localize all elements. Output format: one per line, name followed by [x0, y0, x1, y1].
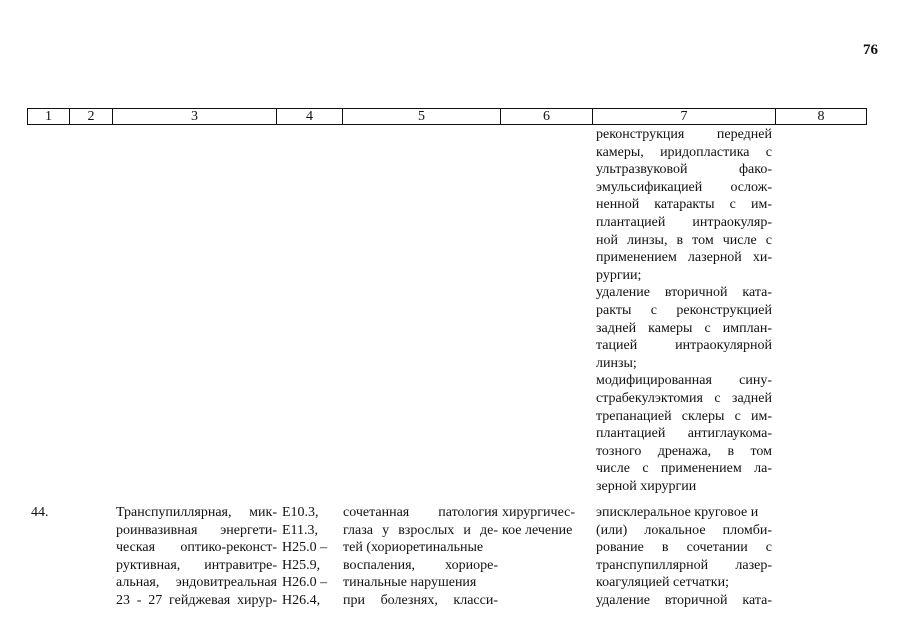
text-line: H25.0 – [282, 540, 328, 556]
text-line: тозного дренажа, в том [596, 443, 772, 459]
text-line: числе с применением ла- [596, 461, 772, 477]
text-line: 23 - 27 гейджевая хирур- [116, 592, 277, 608]
text-line: сочетанная патология [343, 505, 498, 520]
row44-col7 [596, 504, 772, 610]
text-line: линзы; [596, 355, 637, 371]
text-line: плантацией антиглаукома- [596, 426, 772, 442]
row44-col6 [502, 504, 575, 539]
table-header-row [27, 108, 867, 125]
text-line: ракты с реконструкцией [596, 302, 772, 318]
header-cell-8: 8 [817, 109, 825, 124]
row-number [31, 504, 49, 522]
text-line: зерной хирургии [596, 478, 697, 494]
text-line: транспупиллярной лазер- [596, 557, 772, 573]
page-number: 76 [863, 42, 878, 58]
text-line: реконструкция передней [596, 127, 772, 142]
text-line: ческая оптико-реконст- [116, 540, 277, 556]
text-line: E11.3, [282, 522, 319, 538]
text-line: хирургичес- [502, 505, 576, 520]
text-line: плантацией интраокуляр- [596, 214, 772, 230]
text-line: H26.0 – [282, 575, 328, 591]
row44-col4 [282, 504, 327, 610]
header-cell-2: 2 [70, 109, 113, 124]
header-cell-6: 6 [501, 109, 593, 124]
text-line: трепанацией склеры с им- [596, 408, 772, 424]
header-cell-4: 4 [277, 109, 343, 124]
text-line: ненной катаракты с им- [596, 197, 772, 213]
text-line: модифицированная сину- [596, 373, 772, 389]
text-line: глаза у взрослых и де- [343, 522, 498, 538]
text-line: кое лечение [502, 522, 573, 538]
text-line: страбекулэктомия с задней [596, 390, 772, 406]
text-line: (или) локальное пломби- [596, 522, 772, 538]
row44-col5 [343, 504, 498, 610]
text-line: при болезнях, класси- [343, 592, 498, 608]
text-line: ной линзы, в том числе с [596, 232, 772, 248]
text-line: задней камеры с имплан- [596, 320, 772, 336]
text-line: удаление вторичной ката- [596, 592, 772, 608]
text-line: альная, эндовитреальная [116, 575, 277, 591]
header-cell-7: 7 [593, 109, 776, 124]
continuation-col7 [596, 126, 772, 495]
text-line: эмульсификацией ослож- [596, 179, 772, 195]
text-line: H25.9, [282, 557, 321, 573]
text-line: 44. [31, 505, 49, 520]
text-line: E10.3, [282, 505, 319, 520]
text-line: эписклеральное круговое и [596, 505, 759, 520]
row44-col3 [116, 504, 277, 610]
text-line: применением лазерной хи- [596, 250, 772, 266]
text-line: воспаления, хориоре- [343, 557, 498, 573]
text-line: камеры, иридопластика с [596, 144, 772, 160]
header-cell-5: 5 [343, 109, 501, 124]
text-line: роинвазивная энергети- [116, 522, 277, 538]
text-line: H26.4, [282, 592, 321, 608]
text-line: рургии; [596, 267, 642, 283]
text-line: рование в сочетании с [596, 540, 772, 556]
text-line: коагуляцией сетчатки; [596, 575, 729, 591]
text-line: тей (хориоретинальные [343, 540, 484, 556]
text-line: тинальные нарушения [343, 575, 477, 591]
text-line: удаление вторичной ката- [596, 285, 772, 301]
text-line: ультразвуковой фако- [596, 162, 772, 178]
text-line: тацией интраокулярной [596, 338, 772, 354]
header-cell-1: 1 [28, 109, 70, 124]
header-cell-3: 3 [113, 109, 277, 124]
text-line: Транспупиллярная, мик- [116, 505, 277, 520]
text-line: руктивная, интравитре- [116, 557, 277, 573]
